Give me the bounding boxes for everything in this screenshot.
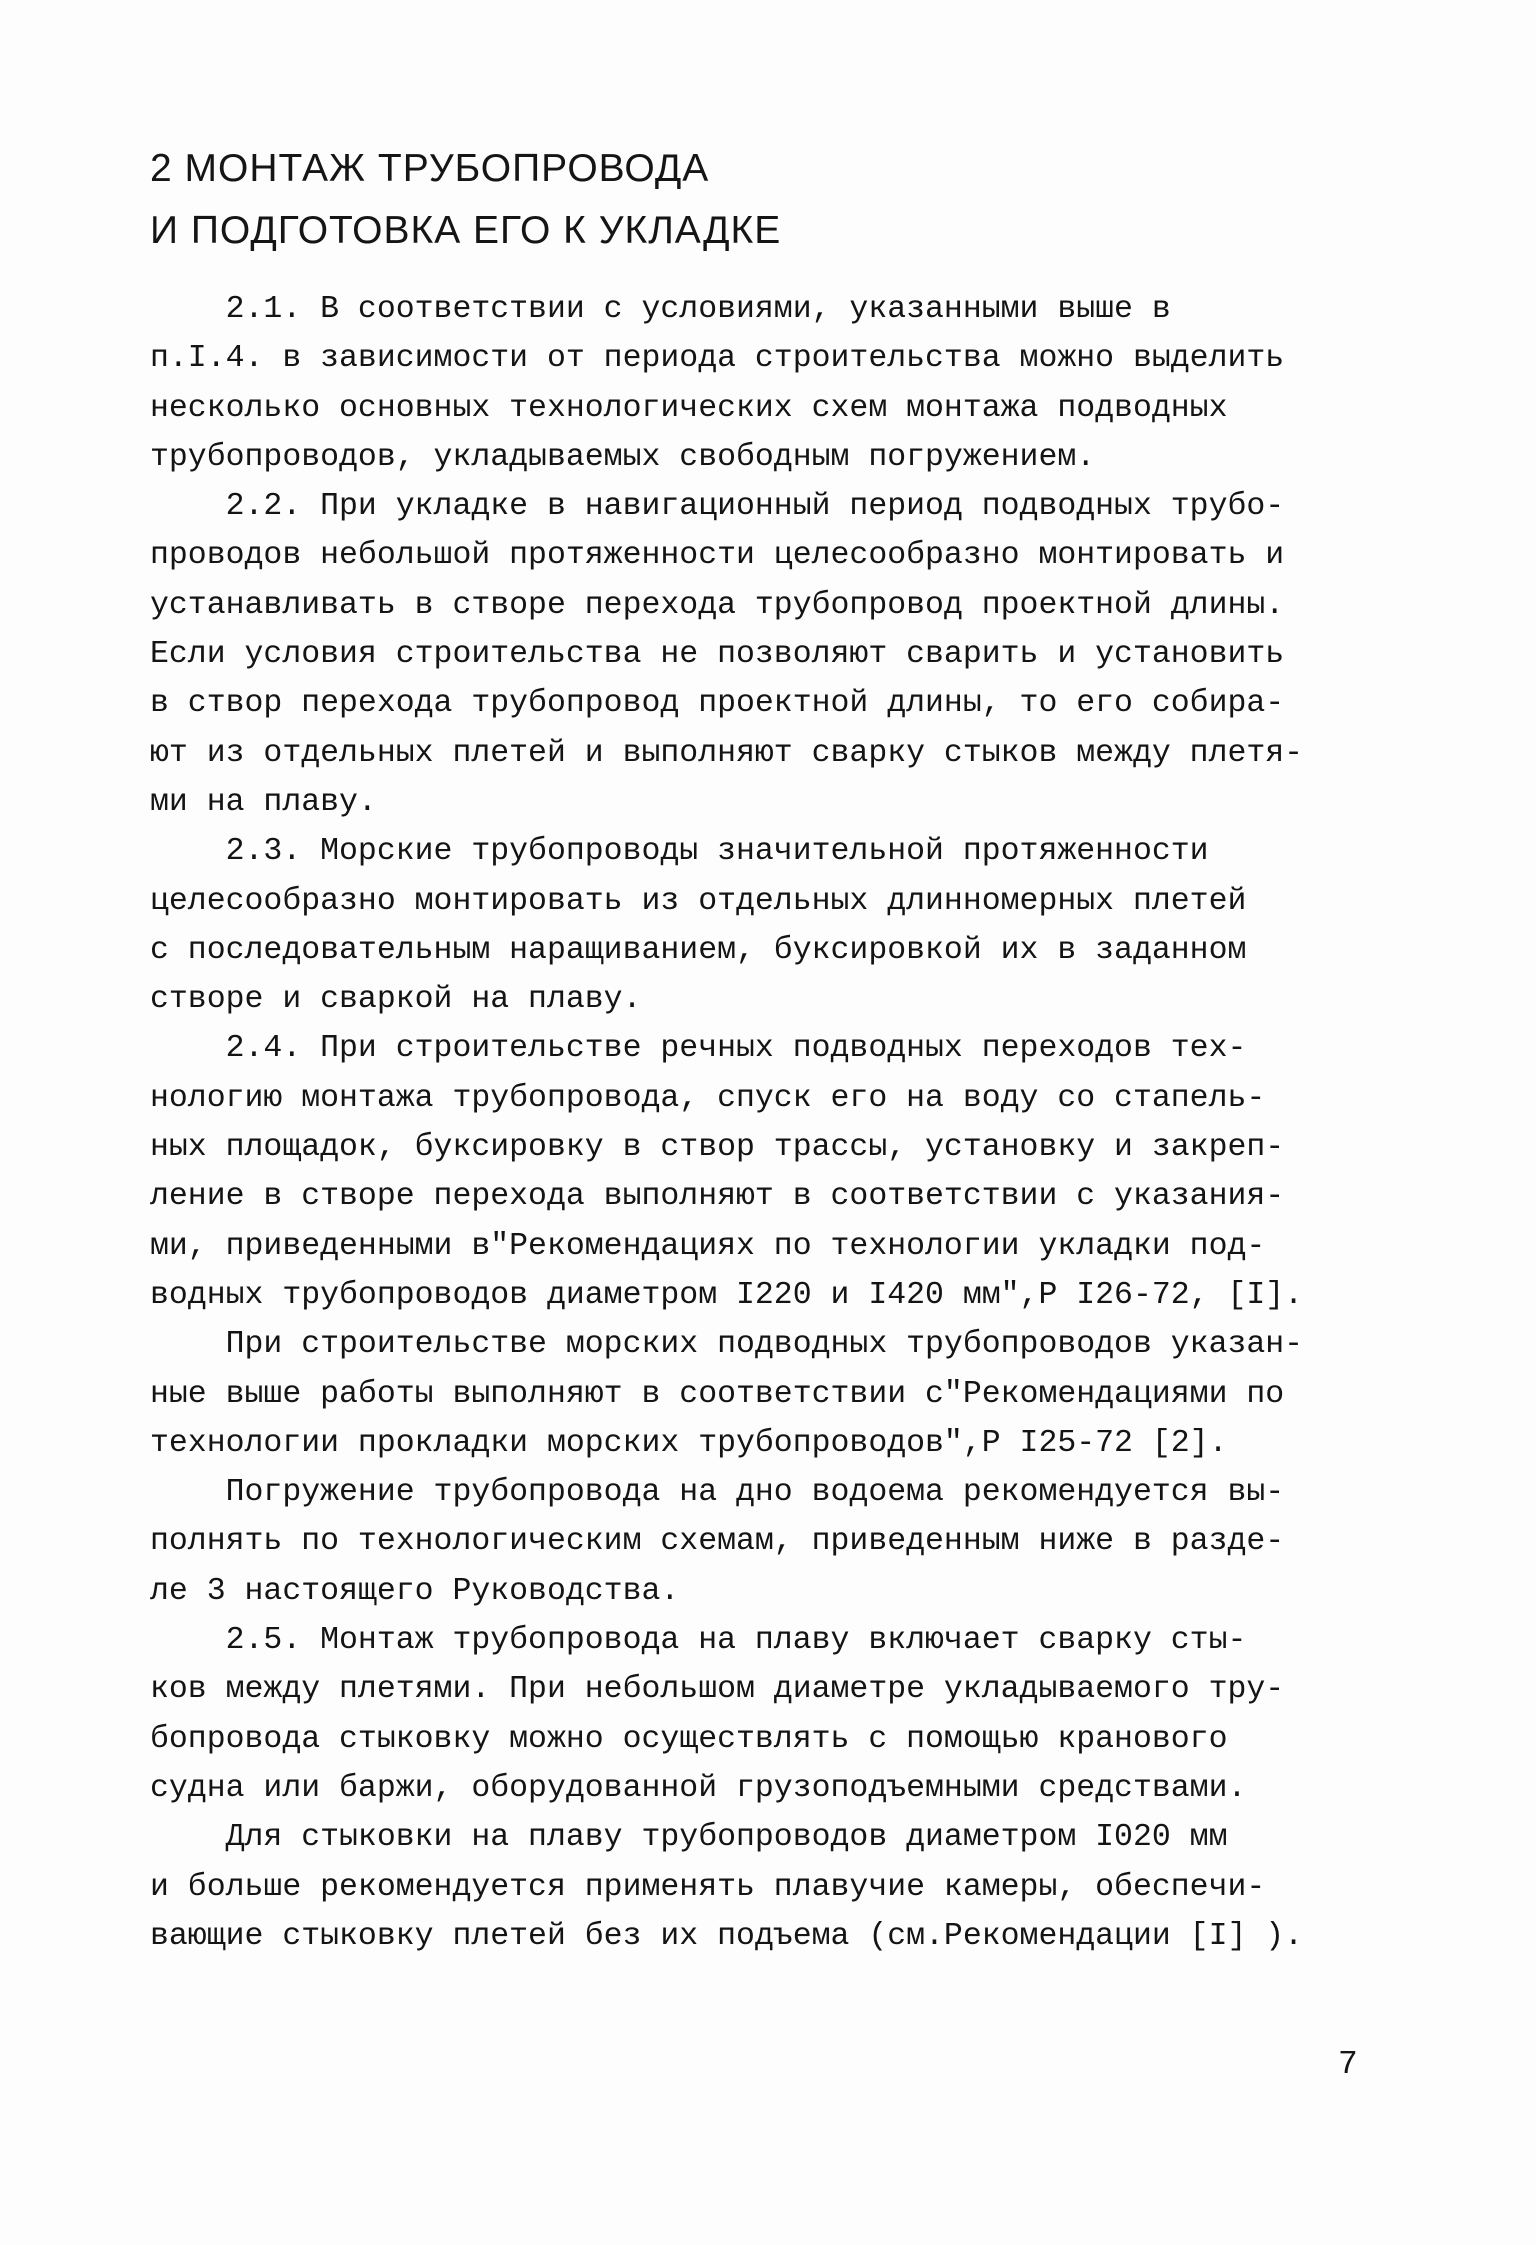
text-line: 2.5. Монтаж трубопровода на плаву включает сварку сты- — [150, 1623, 1247, 1659]
paragraph-docking — [150, 1813, 1390, 1961]
body-text — [150, 285, 1390, 1961]
text-line: ми, приведенными в"Рекомендациях по технологии укладки под- — [150, 1228, 1266, 1264]
text-line: 2.4. При строительстве речных подводных переходов тех- — [150, 1031, 1247, 1067]
text-line: несколько основных технологических схем монтажа подводных — [150, 390, 1228, 426]
text-line: ле 3 настоящего Руководства. — [150, 1573, 680, 1609]
text-line: ми на плаву. — [150, 784, 377, 820]
text-line: устанавливать в створе перехода трубопровод проектной длины. — [150, 587, 1285, 623]
text-line: 2.3. Морские трубопроводы значительной протяженности — [150, 834, 1209, 870]
text-line: При строительстве морских подводных трубопроводов указан- — [150, 1327, 1304, 1363]
text-line: Погружение трубопровода на дно водоема рекомендуется вы- — [150, 1475, 1285, 1511]
text-line: в створ перехода трубопровод проектной длины, то его собира- — [150, 686, 1285, 722]
text-line: створе и сваркой на плаву. — [150, 982, 642, 1018]
text-line: проводов небольшой протяженности целесообразно монтировать и — [150, 538, 1285, 574]
paragraph-2-3 — [150, 827, 1390, 1024]
text-line: бопровода стыковку можно осуществлять с помощью кранового — [150, 1721, 1228, 1757]
paragraph-2-4 — [150, 1024, 1390, 1320]
text-line: 2.2. При укладке в навигационный период подводных трубо- — [150, 489, 1285, 525]
paragraph-2-1 — [150, 285, 1390, 482]
text-line: ков между плетями. При небольшом диаметре укладываемого тру- — [150, 1672, 1285, 1708]
page-number: 7 — [1338, 2046, 1358, 2083]
paragraph-2-2 — [150, 482, 1390, 827]
text-line: технологии прокладки морских трубопроводов",Р I25-72 [2]. — [150, 1425, 1228, 1461]
text-line: п.I.4. в зависимости от периода строительства можно выделить — [150, 341, 1285, 377]
text-line: вающие стыковку плетей без их подъема (см.Рекомендации [I] ). — [150, 1918, 1304, 1954]
text-line: нологию монтажа трубопровода, спуск его на воду со стапель- — [150, 1080, 1266, 1116]
text-line: водных трубопроводов диаметром I220 и I420 мм",Р I26-72, [I]. — [150, 1277, 1304, 1313]
text-line: ных площадок, буксировку в створ трассы, установку и закреп- — [150, 1130, 1285, 1166]
text-line: ные выше работы выполняют в соответствии с"Рекомендациями по — [150, 1376, 1285, 1412]
paragraph-immersion — [150, 1468, 1390, 1616]
text-line: ление в створе перехода выполняют в соответствии с указания- — [150, 1179, 1285, 1215]
text-line: и больше рекомендуется применять плавучие камеры, обеспечи- — [150, 1869, 1266, 1905]
text-line: Для стыковки на плаву трубопроводов диаметром I020 мм — [150, 1820, 1228, 1856]
text-line: целесообразно монтировать из отдельных длинномерных плетей — [150, 883, 1247, 919]
section-heading — [150, 138, 1350, 262]
text-line: Если условия строительства не позволяют сварить и установить — [150, 637, 1285, 673]
text-line: с последовательным наращиванием, буксировкой их в заданном — [150, 932, 1247, 968]
section-heading-line-1: 2 МОНТАЖ ТРУБОПРОВОДА — [150, 147, 710, 190]
text-line: трубопроводов, укладываемых свободным погружением. — [150, 439, 1096, 475]
text-line: 2.1. В соответствии с условиями, указанными выше в — [150, 292, 1171, 327]
paragraph-2-5 — [150, 1616, 1390, 1813]
paragraph-marine — [150, 1320, 1390, 1468]
section-heading-line-2: И ПОДГОТОВКА ЕГО К УКЛАДКЕ — [150, 209, 782, 252]
text-line: судна или баржи, оборудованной грузоподъемными средствами. — [150, 1770, 1247, 1806]
text-line: ют из отдельных плетей и выполняют сварку стыков между плетя- — [150, 735, 1304, 771]
text-line: полнять по технологическим схемам, приведенным ниже в разде- — [150, 1524, 1285, 1560]
